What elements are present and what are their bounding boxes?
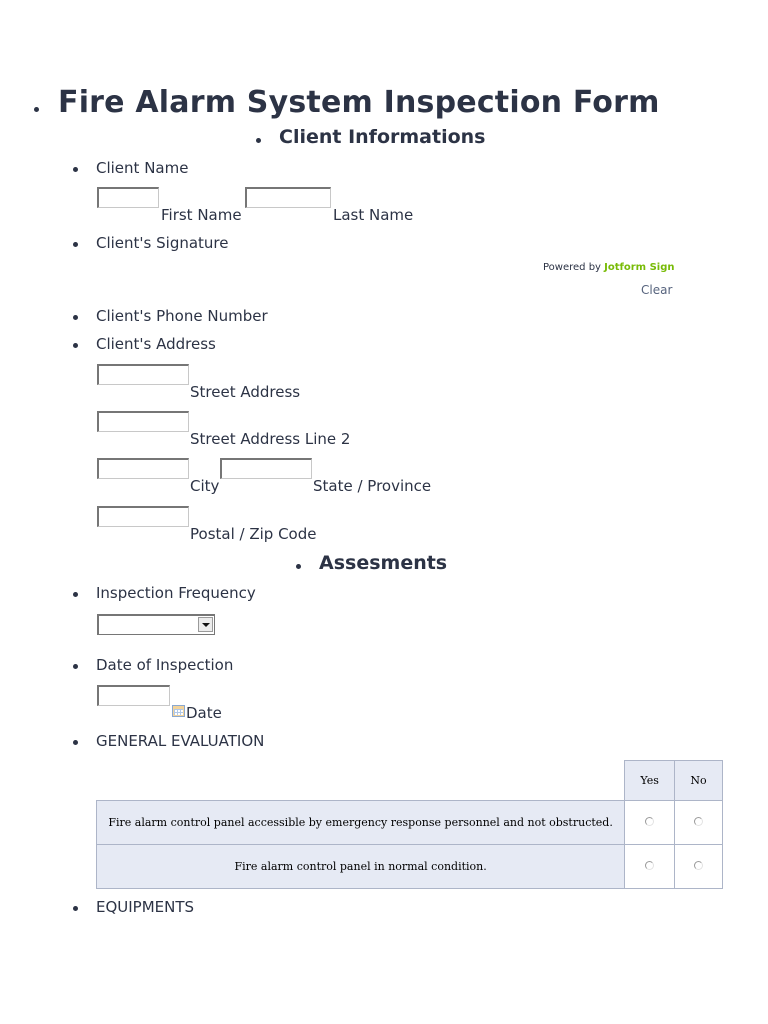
radio-yes[interactable] <box>645 817 654 826</box>
matrix-header-row <box>97 761 723 801</box>
field-bullet <box>73 315 78 320</box>
matrix-cell-no[interactable] <box>675 801 723 845</box>
street-address-sublabel: Street Address <box>190 383 301 401</box>
matrix-cell-yes[interactable] <box>625 845 675 889</box>
calendar-icon[interactable] <box>172 705 185 717</box>
city-sublabel: City <box>190 477 220 495</box>
equipments-label: EQUIPMENTS <box>96 898 195 916</box>
general-evaluation-matrix <box>96 760 723 889</box>
table-row <box>97 801 723 845</box>
radio-no[interactable] <box>694 817 703 826</box>
date-sublabel: Date <box>186 704 222 722</box>
field-bullet <box>73 906 78 911</box>
matrix-corner <box>97 761 625 801</box>
page-title: Fire Alarm System Inspection Form <box>58 85 660 120</box>
first-name-input[interactable] <box>97 187 159 208</box>
street-address-line2-sublabel: Street Address Line 2 <box>190 430 351 448</box>
state-input[interactable] <box>220 458 312 479</box>
dropdown-arrow-icon[interactable] <box>198 617 213 632</box>
field-bullet <box>73 242 78 247</box>
first-name-sublabel: First Name <box>161 206 242 224</box>
field-bullet <box>73 167 78 172</box>
field-bullet <box>73 343 78 348</box>
section-bullet <box>256 138 261 143</box>
date-input[interactable] <box>97 685 170 706</box>
postal-code-sublabel: Postal / Zip Code <box>190 525 317 543</box>
address-label: Client's Address <box>96 335 216 353</box>
general-evaluation-label: GENERAL EVALUATION <box>96 732 265 750</box>
powered-by-prefix: Powered by <box>543 262 601 273</box>
street-address-input[interactable] <box>97 364 189 385</box>
postal-code-input[interactable] <box>97 506 189 527</box>
field-bullet <box>73 592 78 597</box>
date-of-inspection-label: Date of Inspection <box>96 656 234 674</box>
matrix-column-yes: Yes <box>625 761 675 801</box>
street-address-line2-input[interactable] <box>97 411 189 432</box>
section-bullet <box>296 564 301 569</box>
client-name-label: Client Name <box>96 159 189 177</box>
last-name-input[interactable] <box>245 187 331 208</box>
radio-no[interactable] <box>694 861 703 870</box>
field-bullet <box>73 740 78 745</box>
signature-clear-button[interactable]: Clear <box>641 283 673 297</box>
city-input[interactable] <box>97 458 189 479</box>
inspection-frequency-select[interactable] <box>97 614 215 635</box>
title-bullet <box>34 107 39 112</box>
table-row <box>97 845 723 889</box>
jotform-sign-brand: Jotform Sign <box>604 262 675 273</box>
section-assessments-heading: Assesments <box>319 552 448 574</box>
radio-yes[interactable] <box>645 861 654 870</box>
matrix-row-question: Fire alarm control panel accessible by emergency response personnel and not obstructed. <box>97 801 625 845</box>
section-client-info-heading: Client Informations <box>279 126 486 148</box>
matrix-column-no: No <box>675 761 723 801</box>
inspection-frequency-label: Inspection Frequency <box>96 584 256 602</box>
matrix-row-question: Fire alarm control panel in normal condition. <box>97 845 625 889</box>
field-bullet <box>73 664 78 669</box>
matrix-cell-no[interactable] <box>675 845 723 889</box>
state-sublabel: State / Province <box>313 477 432 495</box>
matrix-cell-yes[interactable] <box>625 801 675 845</box>
signature-label: Client's Signature <box>96 234 229 252</box>
phone-label: Client's Phone Number <box>96 307 268 325</box>
last-name-sublabel: Last Name <box>333 206 414 224</box>
powered-by-text <box>543 262 675 273</box>
